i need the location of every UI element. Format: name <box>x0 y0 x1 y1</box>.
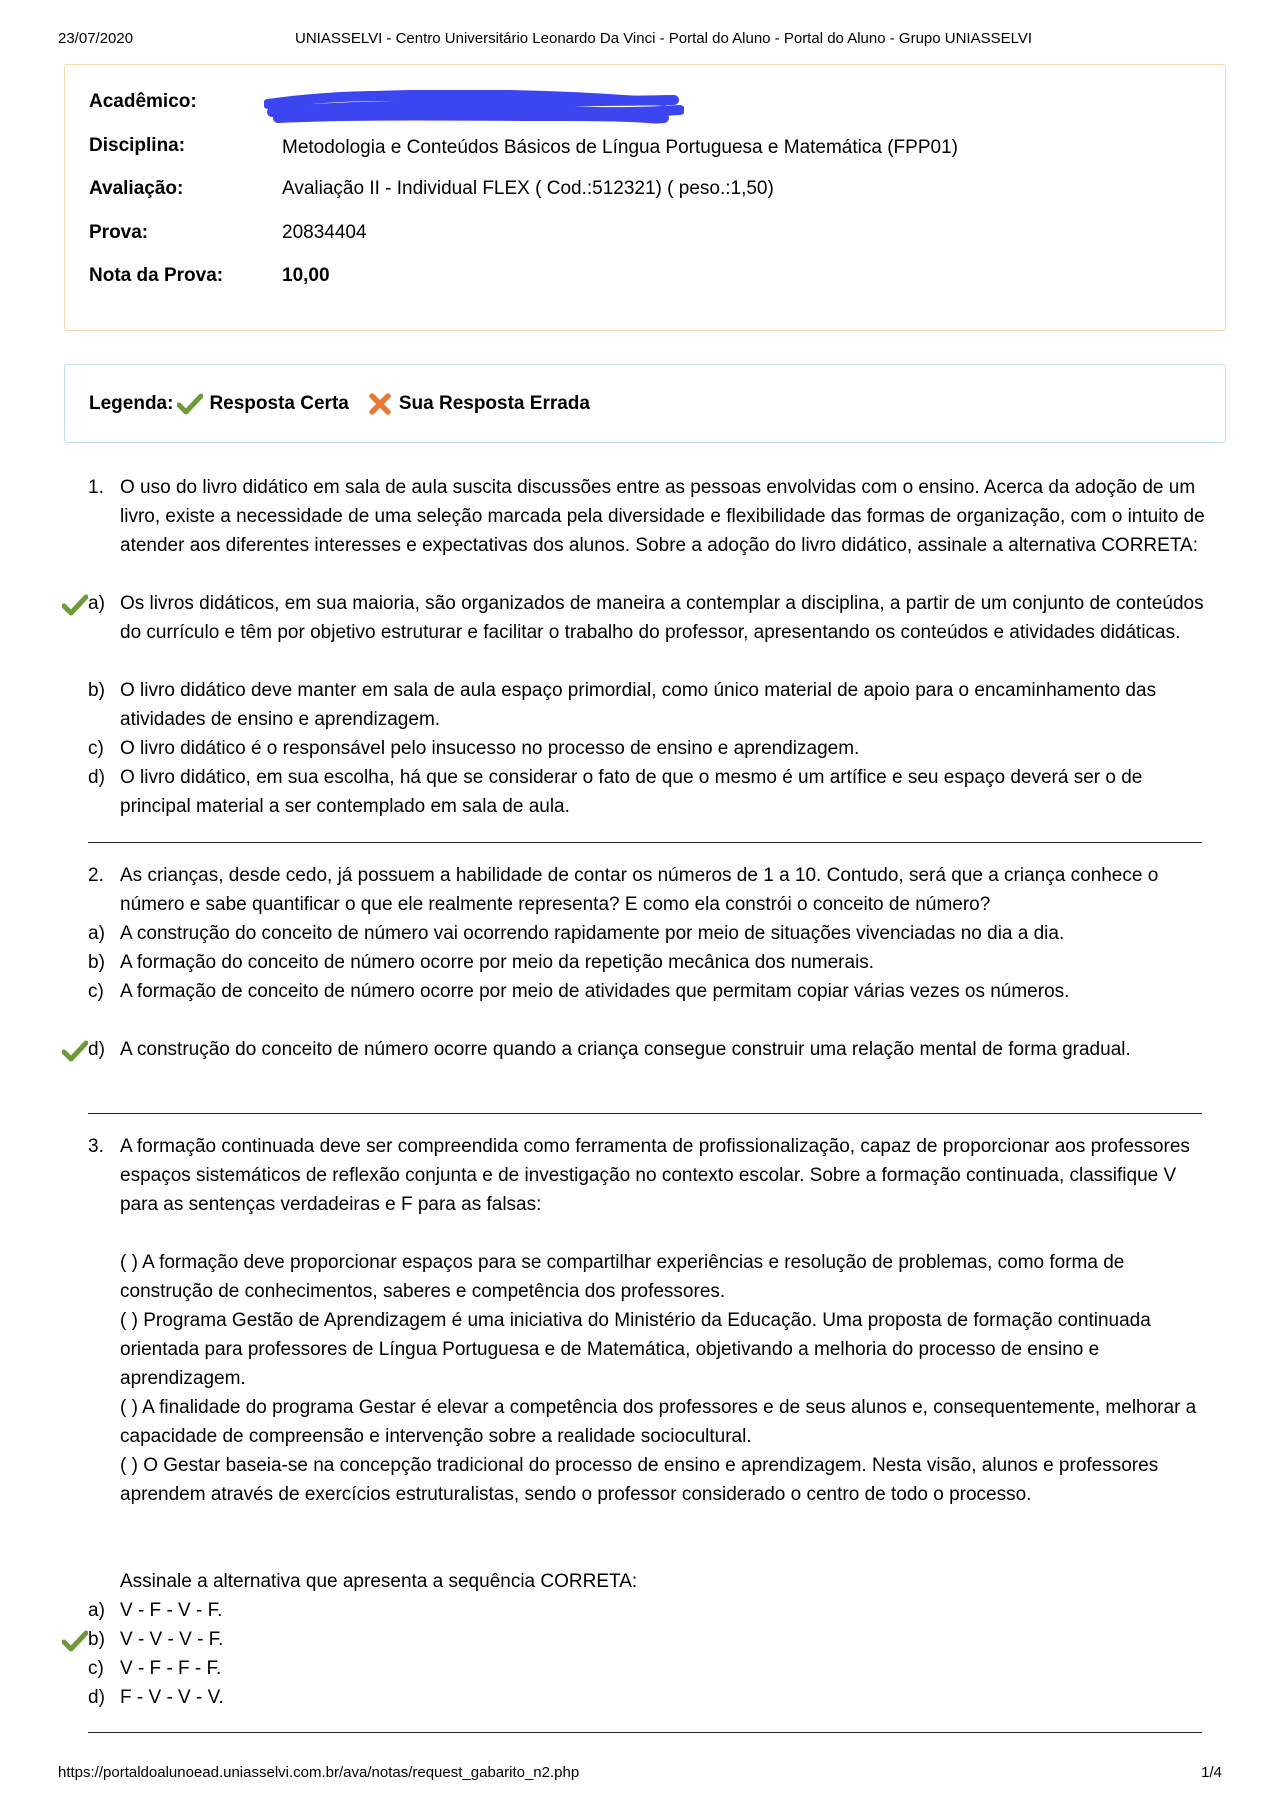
alternative-b <box>88 1625 1212 1654</box>
alternative-text: Os livros didáticos, em sua maioria, são organizados de maneira a contemplar a disciplina, a partir de um conjunto de conteúdos do currículo e têm por objetivo estruturar e facilitar o trabalho do professor, apresentando os conteúdos e atividades didáticas. <box>120 593 1204 643</box>
check-icon <box>177 393 203 415</box>
alternative-text: A formação do conceito de número ocorre por meio da repetição mecânica dos numerais. <box>120 952 875 973</box>
avaliacao-value: Avaliação II - Individual FLEX ( Cod.:512321) ( peso.:1,50) <box>282 178 774 199</box>
legend-box <box>64 364 1226 443</box>
alternative-letter: d) <box>88 1687 105 1708</box>
print-header <box>58 30 1222 50</box>
academico-label: Acadêmico: <box>89 91 197 112</box>
question-stem: O uso do livro didático em sala de aula suscita discussões entre as pessoas envolvidas com o ensino. Acerca da adoção de um livro, existe a necessidade de uma seleção marcada pela diversidade e flexibilidade das formas de organização, com o intuito de atender aos diferentes interesses e expectativas dos alunos. Sobre a adoção do livro didático, assinale a alternativa CORRETA: <box>120 477 1205 556</box>
alternative-letter: d) <box>88 1039 105 1060</box>
disciplina-value: Metodologia e Conteúdos Básicos de Língua Portuguesa e Matemática (FPP01) <box>282 137 958 158</box>
statement-4: ( ) O Gestar baseia-se na concepção tradicional do processo de ensino e aprendizagem. Nesta visão, alunos e professores aprendem através de exercícios estruturalistas, sendo o professor considerado o centro de todo o processo. <box>120 1455 1159 1505</box>
question-stem: A formação continuada deve ser compreendida como ferramenta de profissionalização, capaz de proporcionar aos professores espaços sistemáticos de reflexão conjunta e de investigação no contexto escolar. Sobre a formação continuada, classifique V para as sentenças verdadeiras e F para as falsas: <box>120 1136 1190 1215</box>
alternative-d <box>88 763 1212 821</box>
print-title: UNIASSELVI - Centro Universitário Leonardo Da Vinci - Portal do Aluno - Portal do Aluno - Grupo UNIASSELVI <box>295 30 1033 47</box>
check-icon <box>62 1630 88 1652</box>
print-footer <box>58 1764 1222 1784</box>
alternative-letter: c) <box>88 1658 104 1679</box>
check-icon <box>62 1040 88 1062</box>
alternative-text: F - V - V - V. <box>120 1687 224 1708</box>
legend-wrong-label: Sua Resposta Errada <box>398 393 590 414</box>
redaction-scribble <box>264 90 684 124</box>
statement-1: ( ) A formação deve proporcionar espaços para se compartilhar experiências e resolução de problemas, como forma de construção de conhecimentos, saberes e competência dos professores. <box>120 1252 1125 1302</box>
alternative-a <box>88 919 1212 948</box>
legend-label: Legenda: <box>89 393 174 414</box>
alternative-text: O livro didático deve manter em sala de aula espaço primordial, como único material de apoio para o encaminhamento das atividades de ensino e aprendizagem. <box>120 680 1157 730</box>
question-stem: As crianças, desde cedo, já possuem a habilidade de contar os números de 1 a 10. Contudo, será que a criança conhece o número e sabe quantificar o que ele realmente representa? E como ela constrói o conceito de número? <box>120 865 1159 915</box>
check-icon <box>62 594 88 616</box>
alternative-text: V - F - V - F. <box>120 1600 223 1621</box>
footer-url: https://portaldoalunoead.uniasselvi.com.br/ava/notas/request_gabarito_n2.php <box>58 1764 580 1781</box>
alternative-letter: c) <box>88 981 104 1002</box>
alternative-letter: a) <box>88 923 105 944</box>
legend <box>89 393 590 415</box>
alternative-letter: b) <box>88 1629 105 1650</box>
alternative-c <box>88 1654 1212 1683</box>
alternative-letter: b) <box>88 952 105 973</box>
prova-label: Prova: <box>89 222 149 243</box>
disciplina-label: Disciplina: <box>89 135 186 156</box>
alternative-a <box>88 1596 1212 1625</box>
nota-label: Nota da Prova: <box>89 265 224 286</box>
separator <box>88 1732 1202 1733</box>
alternative-text: V - F - F - F. <box>120 1658 222 1679</box>
statement-2: ( ) Programa Gestão de Aprendizagem é uma iniciativa do Ministério da Educação. Uma proposta de formação continuada orientada para professores de Língua Portuguesa e de Matemática, objetivando a melhoria do processo de ensino e aprendizagem. <box>120 1310 1151 1389</box>
cross-icon <box>367 393 393 415</box>
alternative-text: A formação de conceito de número ocorre por meio de atividades que permitam copiar várias vezes os números. <box>120 981 1070 1002</box>
alternative-d <box>88 1035 1212 1064</box>
question-number: 3. <box>88 1136 104 1157</box>
print-date: 23/07/2020 <box>58 30 134 47</box>
separator <box>88 842 1202 843</box>
alternative-text: V - V - V - F. <box>120 1629 224 1650</box>
question-number: 2. <box>88 865 104 886</box>
alternative-letter: a) <box>88 593 105 614</box>
alternative-text: O livro didático é o responsável pelo insucesso no processo de ensino e aprendizagem. <box>120 738 860 759</box>
alternative-text: A construção do conceito de número vai ocorrendo rapidamente por meio de situações vivenciadas no dia a dia. <box>120 923 1065 944</box>
alternative-letter: a) <box>88 1600 105 1621</box>
alternative-text: A construção do conceito de número ocorre quando a criança consegue construir uma relação mental de forma gradual. <box>120 1039 1131 1060</box>
alternative-letter: b) <box>88 680 105 701</box>
alternative-letter: c) <box>88 738 104 759</box>
avaliacao-label: Avaliação: <box>89 178 184 199</box>
page-number: 1/4 <box>1201 1764 1222 1781</box>
question-number: 1. <box>88 477 104 498</box>
prova-value: 20834404 <box>282 222 367 243</box>
alternative-a <box>88 589 1212 647</box>
alternative-c <box>88 734 1212 763</box>
alternative-text: O livro didático, em sua escolha, há que se considerar o fato de que o mesmo é um artífice e seu espaço deverá ser o de principal material a ser contemplado em sala de aula. <box>120 767 1143 817</box>
alternative-letter: d) <box>88 767 105 788</box>
alternative-d <box>88 1683 1212 1712</box>
legend-correct-label: Resposta Certa <box>209 393 349 414</box>
separator <box>88 1113 1202 1114</box>
question-prompt: Assinale a alternativa que apresenta a sequência CORRETA: <box>120 1571 638 1592</box>
statement-3: ( ) A finalidade do programa Gestar é elevar a competência dos professores e de seus alunos e, consequentemente, melhorar a capacidade de compreensão e intervenção sobre a realidade sociocultural. <box>120 1397 1197 1447</box>
nota-value: 10,00 <box>282 265 330 286</box>
alternative-c <box>88 977 1212 1006</box>
alternative-b <box>88 948 1212 977</box>
alternative-b <box>88 676 1212 734</box>
